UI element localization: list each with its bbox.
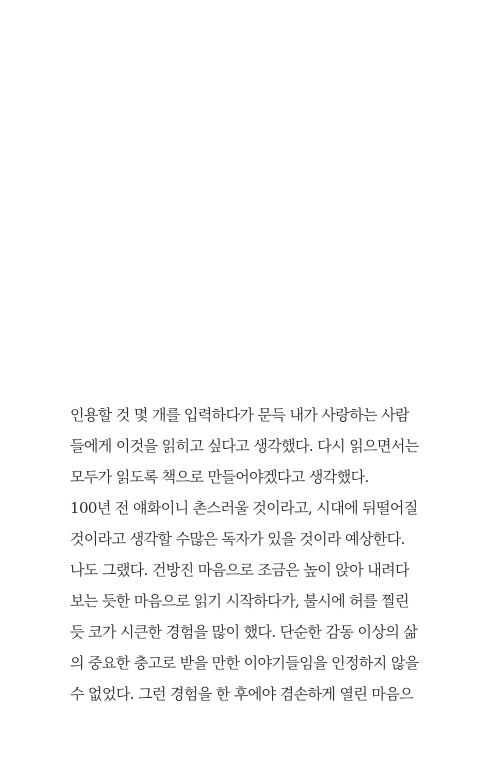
- text-line: 100년 전 얘화이니 촌스러울 것이라고, 시대에 뒤떨어질: [70, 499, 418, 517]
- text-line: 듯 코가 시큰한 경험을 많이 했다. 단순한 감동 이상의 삶: [70, 623, 418, 641]
- text-line: 보는 듯한 마음으로 읽기 시작하다가, 불시에 허를 찔린: [70, 592, 409, 610]
- text-line: 나도 그랬다. 건방진 마음으로 조금은 높이 앉아 내려다: [70, 561, 409, 579]
- text-line: 수 없었다. 그런 경험을 한 후에야 겸손하게 열린 마음으: [70, 685, 414, 703]
- body-text: [70, 400, 440, 710]
- text-line: 모두가 읽도록 책으로 만들어야겠다고 생각했다.: [70, 468, 369, 486]
- text-line: 인용할 것 몇 개를 입력하다가 문득 내가 사랑하는 사람: [70, 406, 409, 424]
- text-line: 들에게 이것을 읽히고 싶다고 생각했다. 다시 읽으면서는: [70, 437, 419, 455]
- text-line: 것이라고 생각할 수많은 독자가 있을 것이라 예상한다.: [70, 530, 405, 548]
- text-line: 의 중요한 충고로 받을 만한 이야기들임을 인정하지 않을: [70, 654, 419, 672]
